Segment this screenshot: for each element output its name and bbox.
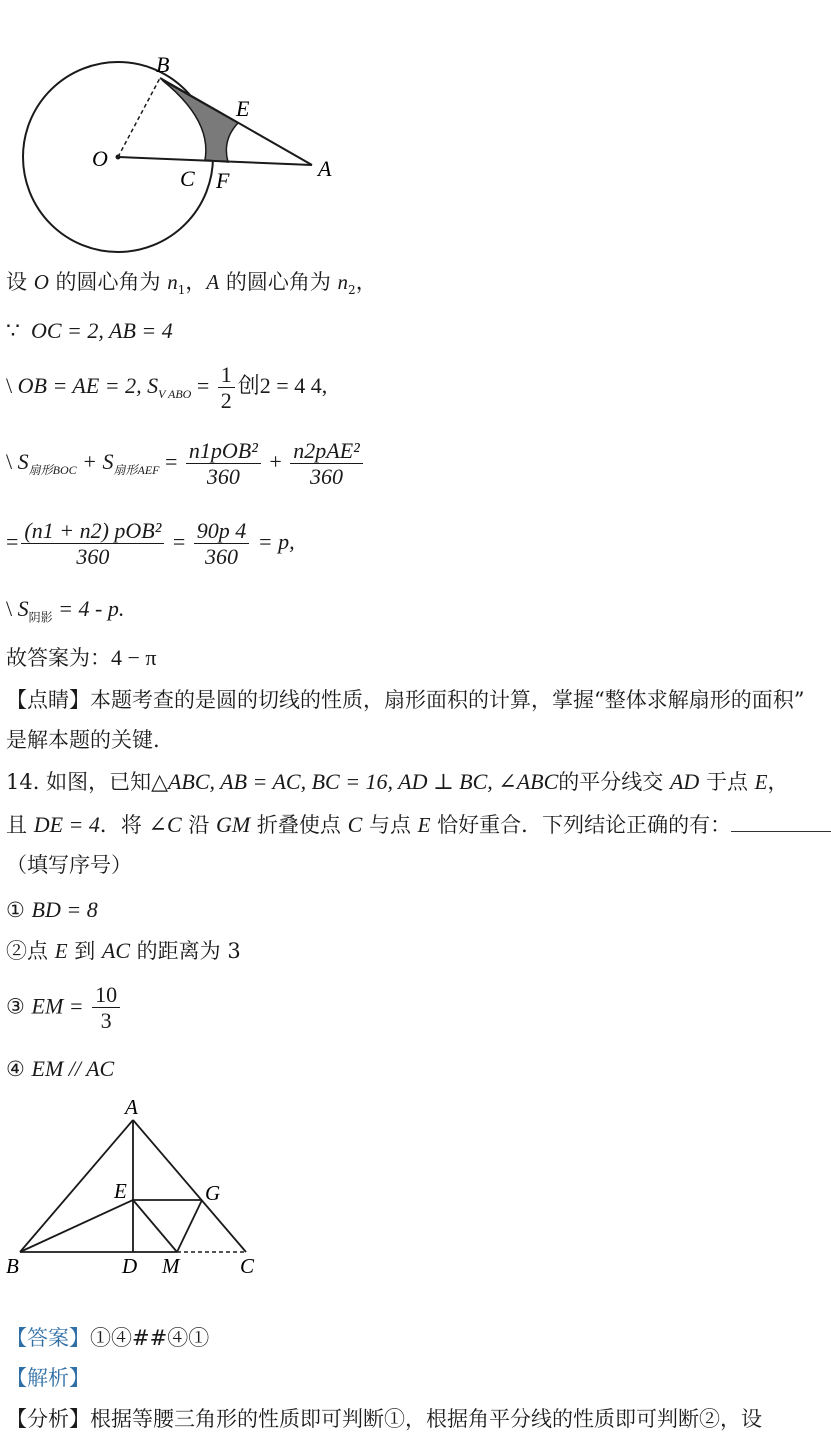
label-m2: M: [162, 1254, 180, 1278]
label-d2: D: [122, 1254, 138, 1278]
analysis-label: 【解析】: [6, 1366, 90, 1390]
circle-tangent-figure: [0, 50, 360, 255]
triangle-figure: [0, 1092, 280, 1282]
solution-line-3: \ OB = AE = 2, $S_{V ABO}$ = $\frac{1}{2}$ 创2 = 4 4,: [6, 362, 328, 414]
shaded-region: [162, 80, 238, 162]
q14-line-1: 14. 如图，已知△ABC, AB = AC, BC = 16, AD ⊥ BC, ∠ABC的平分线交 AD 于点 E，: [6, 769, 789, 794]
label-c: C: [180, 166, 195, 191]
tangent-line-ba: [160, 78, 312, 165]
q14-line-3: （填写序号）: [6, 853, 132, 877]
label-b2: B: [6, 1254, 19, 1278]
dashed-ob: [118, 78, 160, 157]
label-a: A: [318, 156, 332, 181]
let-line: 设 O 的圆心角为 $n_1$，A 的圆心角为 $n_2$，: [6, 270, 377, 298]
option-1: ① BD = 8: [6, 897, 98, 922]
label-e2: E: [114, 1179, 127, 1203]
answer-line: 故答案为：4 − π: [6, 645, 157, 670]
answer-blank[interactable]: [731, 817, 831, 832]
label-e: E: [236, 96, 250, 121]
answer-label: 【答案】: [6, 1326, 90, 1350]
solution-line-5: = $\frac{\text{(n1 + n2) pOB²}}{360}$ = $\frac{90p 4}{360}$ = p,: [6, 518, 295, 570]
answer-row: [6, 1326, 209, 1351]
solution-line-6: \ $S_{阴影} = 4 - p$.: [6, 596, 125, 625]
because-line: ∵ OC = 2, AB = 4: [6, 318, 173, 343]
comment-line-2: 是解本题的关键.: [6, 728, 160, 752]
label-a2: A: [125, 1095, 138, 1119]
fenxi-line: 【分析】根据等腰三角形的性质即可判断①，根据角平分线的性质即可判断②，设: [6, 1407, 762, 1431]
label-c2: C: [240, 1254, 255, 1278]
label-f: F: [216, 168, 230, 193]
solution-line-4: \ $S_{扇形BOC} + S_{扇形AEF}$ = $\frac{\text{n1pOB²}}{360}$ + $\frac{\text{n2pAE²}}{360}$: [6, 438, 366, 490]
q14-line-2: 且 DE = 4．将 ∠C 沿 GM 折叠使点 C 与点 E 恰好重合．下列结论正确的有：: [6, 812, 831, 838]
label-b: B: [156, 52, 170, 77]
answer-value: ①④##④①: [90, 1326, 210, 1350]
option-3: ③ EM = $\frac{10}{3}$: [6, 982, 123, 1034]
label-g2: G: [205, 1181, 221, 1205]
comment-line-1: 【点睛】本题考查的是圆的切线的性质，扇形面积的计算，掌握“整体求解扇形的面积”: [6, 688, 805, 712]
label-o: O: [92, 146, 108, 171]
option-2: ②点 E 到 AC 的距离为 3: [6, 938, 241, 963]
option-4: ④ EM // AC: [6, 1056, 115, 1081]
